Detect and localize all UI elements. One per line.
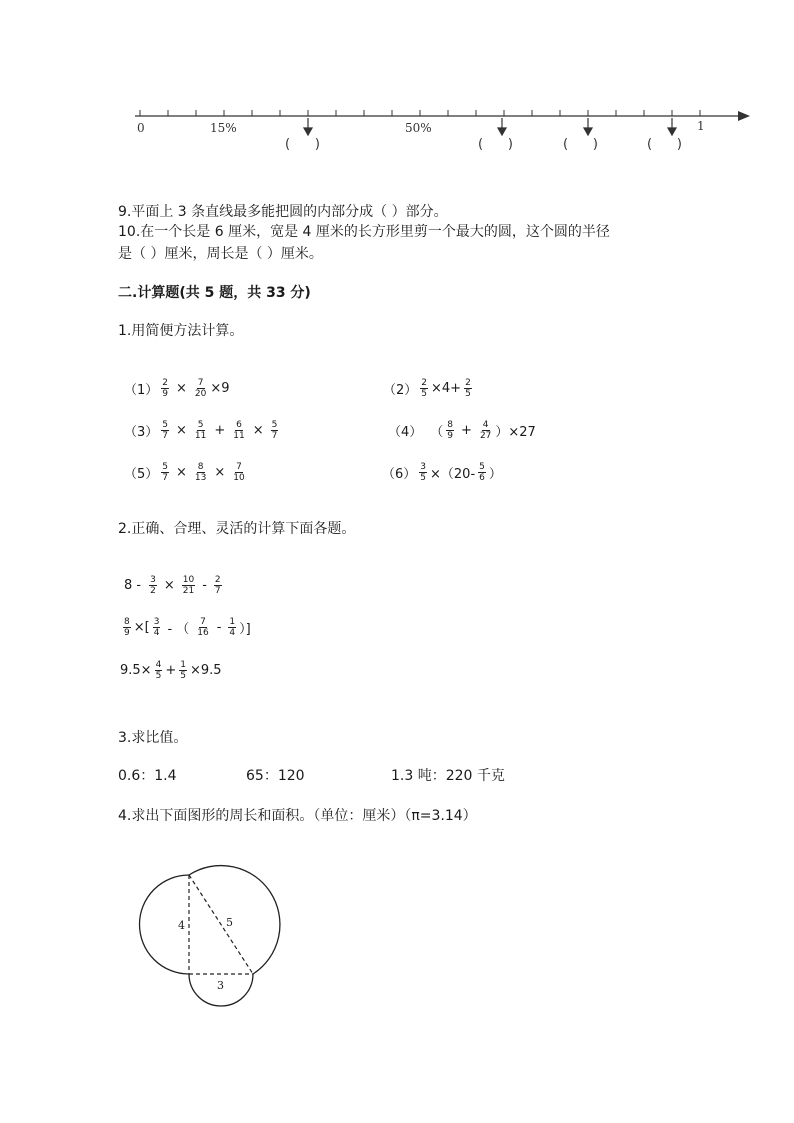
fraction-denominator: 27: [479, 431, 492, 441]
fraction-numerator: 8: [447, 420, 454, 430]
expression-5: [124, 462, 249, 483]
fraction-numerator: 1: [180, 660, 186, 670]
fraction: [194, 462, 207, 483]
ratio-2: 65：120: [246, 768, 305, 784]
fraction-denominator: 5: [465, 389, 471, 399]
fraction-numerator: 2: [162, 378, 169, 388]
fraction-numerator: 5: [271, 420, 278, 430]
expression-2-3: [120, 660, 222, 681]
fraction-denominator: 5: [180, 671, 186, 681]
expression-part: ×: [176, 465, 187, 480]
ratio-1: 0.6：1.4: [118, 768, 177, 784]
circle-figure: [120, 858, 320, 1018]
answer-blank: ( ): [647, 137, 682, 152]
fraction-denominator: 7: [162, 431, 169, 441]
fraction-denominator: 6: [479, 473, 485, 483]
fraction: [214, 575, 222, 596]
expression-part: +: [214, 423, 226, 438]
expression-part: （: [430, 425, 444, 440]
fraction: [149, 575, 157, 596]
expression-part: - （: [167, 622, 190, 637]
fraction: [228, 617, 236, 638]
expression-part: （3）: [124, 425, 159, 440]
fraction-numerator: 3: [420, 462, 427, 472]
expression-part: ）×27: [495, 425, 536, 440]
fraction-numerator: 2: [214, 575, 221, 585]
fraction-numerator: 8: [124, 617, 130, 627]
tick-marks: [140, 110, 700, 116]
fraction-denominator: 21: [182, 586, 195, 596]
label-15-percent: 15%: [210, 121, 237, 135]
expression-part: ×[: [133, 620, 150, 635]
expression-part: +: [461, 423, 472, 438]
fraction: [419, 462, 427, 483]
fraction-denominator: 4: [229, 628, 236, 638]
fraction: [232, 420, 245, 441]
number-line-figure: [120, 100, 760, 160]
label-0: 0: [137, 121, 145, 135]
problem-4-title: 4.求出下面图形的周长和面积。（单位：厘米）（π=3.14）: [118, 808, 477, 824]
answer-blank: ( ): [478, 137, 513, 152]
label-1: 1: [697, 119, 705, 133]
fraction: [479, 420, 492, 441]
fraction-numerator: 5: [479, 462, 485, 472]
expression-part: +: [165, 663, 177, 678]
answer-blank: ( ): [563, 137, 598, 152]
expression-part: （1）: [124, 383, 159, 398]
triangle-hypotenuse-5: [189, 875, 253, 974]
fraction-numerator: 2: [421, 378, 428, 388]
expression-2-2: [120, 617, 251, 638]
fraction: [161, 420, 169, 441]
expression-6: [382, 462, 502, 483]
expression-part: ×9.5: [189, 663, 222, 678]
expression-part: （2）: [383, 383, 418, 398]
expression-part: ×: [214, 465, 226, 480]
problem-2-title: 2.正确、合理、灵活的计算下面各题。: [118, 521, 356, 537]
expression-part: ）: [488, 467, 502, 482]
fraction: [478, 462, 486, 483]
fraction: [153, 617, 161, 638]
ratio-3: 1.3 吨：220 千克: [391, 768, 505, 784]
problem-1-title: 1.用简便方法计算。: [118, 323, 244, 339]
expression-1: [124, 378, 230, 399]
fraction-numerator: 3: [150, 575, 156, 585]
fraction: [196, 617, 209, 638]
section-title: 二.计算题(共 5 题，共 33 分): [118, 285, 311, 301]
expression-3: [124, 420, 281, 441]
expression-part: （5）: [124, 467, 159, 482]
number-line-arrowhead: [738, 111, 750, 121]
fraction: [123, 617, 131, 638]
expression-part: -: [216, 620, 222, 635]
fraction-denominator: 7: [271, 431, 278, 441]
question-10-line-2: 是（ ）厘米，周长是（ ）厘米。: [118, 246, 323, 262]
question-10-line-1: 10.在一个长是 6 厘米，宽是 4 厘米的长方形里剪一个最大的圆，这个圆的半径: [118, 224, 610, 240]
fraction-numerator: 4: [155, 660, 162, 670]
expression-4: [388, 420, 536, 441]
fraction-numerator: 7: [197, 378, 204, 388]
expression-part: （6）: [382, 467, 417, 482]
fraction: [161, 378, 169, 399]
fraction-denominator: 5: [155, 671, 162, 681]
expression-part: ×4+: [431, 381, 462, 396]
expression-part: （4）: [388, 425, 423, 440]
expression-2-1: [124, 575, 225, 596]
fraction-numerator: 5: [197, 420, 204, 430]
arrow-markers: [304, 118, 676, 135]
fraction-denominator: 4: [153, 628, 160, 638]
fraction-denominator: 2: [150, 586, 156, 596]
fraction: [194, 420, 207, 441]
fraction-denominator: 11: [233, 431, 245, 441]
fraction-denominator: 5: [421, 389, 428, 399]
fraction: [194, 378, 207, 399]
fraction-numerator: 5: [162, 420, 169, 430]
fraction-denominator: 7: [214, 586, 221, 596]
fraction-denominator: 9: [162, 389, 169, 399]
expression-part: ×9: [210, 381, 230, 396]
expression-2: [383, 378, 475, 399]
fraction-numerator: 10: [182, 575, 195, 585]
fraction: [464, 378, 472, 399]
fraction-numerator: 8: [197, 462, 204, 472]
fraction-denominator: 13: [194, 473, 207, 483]
large-semicircle-arc: [189, 866, 280, 974]
fraction-numerator: 7: [236, 462, 242, 472]
fraction-numerator: 6: [236, 420, 242, 430]
fraction: [161, 462, 169, 483]
expression-part: 9.5×: [120, 663, 152, 678]
fraction-numerator: 4: [482, 420, 489, 430]
fraction: [179, 660, 187, 681]
fraction-denominator: 10: [233, 473, 245, 483]
fraction: [420, 378, 428, 399]
fraction-denominator: 9: [447, 431, 454, 441]
fraction-denominator: 11: [194, 431, 207, 441]
fraction-numerator: 2: [465, 378, 471, 388]
expression-part: 8 -: [124, 578, 142, 593]
fraction-numerator: 3: [153, 617, 160, 627]
label-5: 5: [226, 916, 233, 929]
answer-blank: ( ): [285, 137, 320, 152]
expression-part: ）]: [239, 622, 251, 637]
problem-3-title: 3.求比值。: [118, 730, 188, 746]
fraction: [155, 660, 163, 681]
fraction: [232, 462, 245, 483]
fraction: [271, 420, 279, 441]
expression-part: ×（20-: [430, 467, 476, 482]
label-50-percent: 50%: [405, 121, 432, 135]
fraction: [182, 575, 195, 596]
fraction-numerator: 5: [162, 462, 169, 472]
fraction-denominator: 16: [197, 628, 209, 638]
fraction: [446, 420, 454, 441]
question-9: 9.平面上 3 条直线最多能把圆的内部分成（ ）部分。: [118, 204, 448, 220]
fraction-denominator: 9: [124, 628, 130, 638]
fraction-denominator: 20: [194, 389, 207, 399]
expression-part: -: [202, 578, 207, 593]
fraction-numerator: 1: [229, 617, 236, 627]
fraction-denominator: 7: [162, 473, 169, 483]
fraction-denominator: 5: [420, 473, 427, 483]
expression-part: ×: [163, 578, 175, 593]
label-4: 4: [178, 919, 185, 932]
expression-part: ×: [176, 423, 187, 438]
expression-part: ×: [252, 423, 264, 438]
expression-part: ×: [176, 381, 187, 396]
fraction-numerator: 7: [200, 617, 206, 627]
label-3: 3: [217, 979, 224, 992]
